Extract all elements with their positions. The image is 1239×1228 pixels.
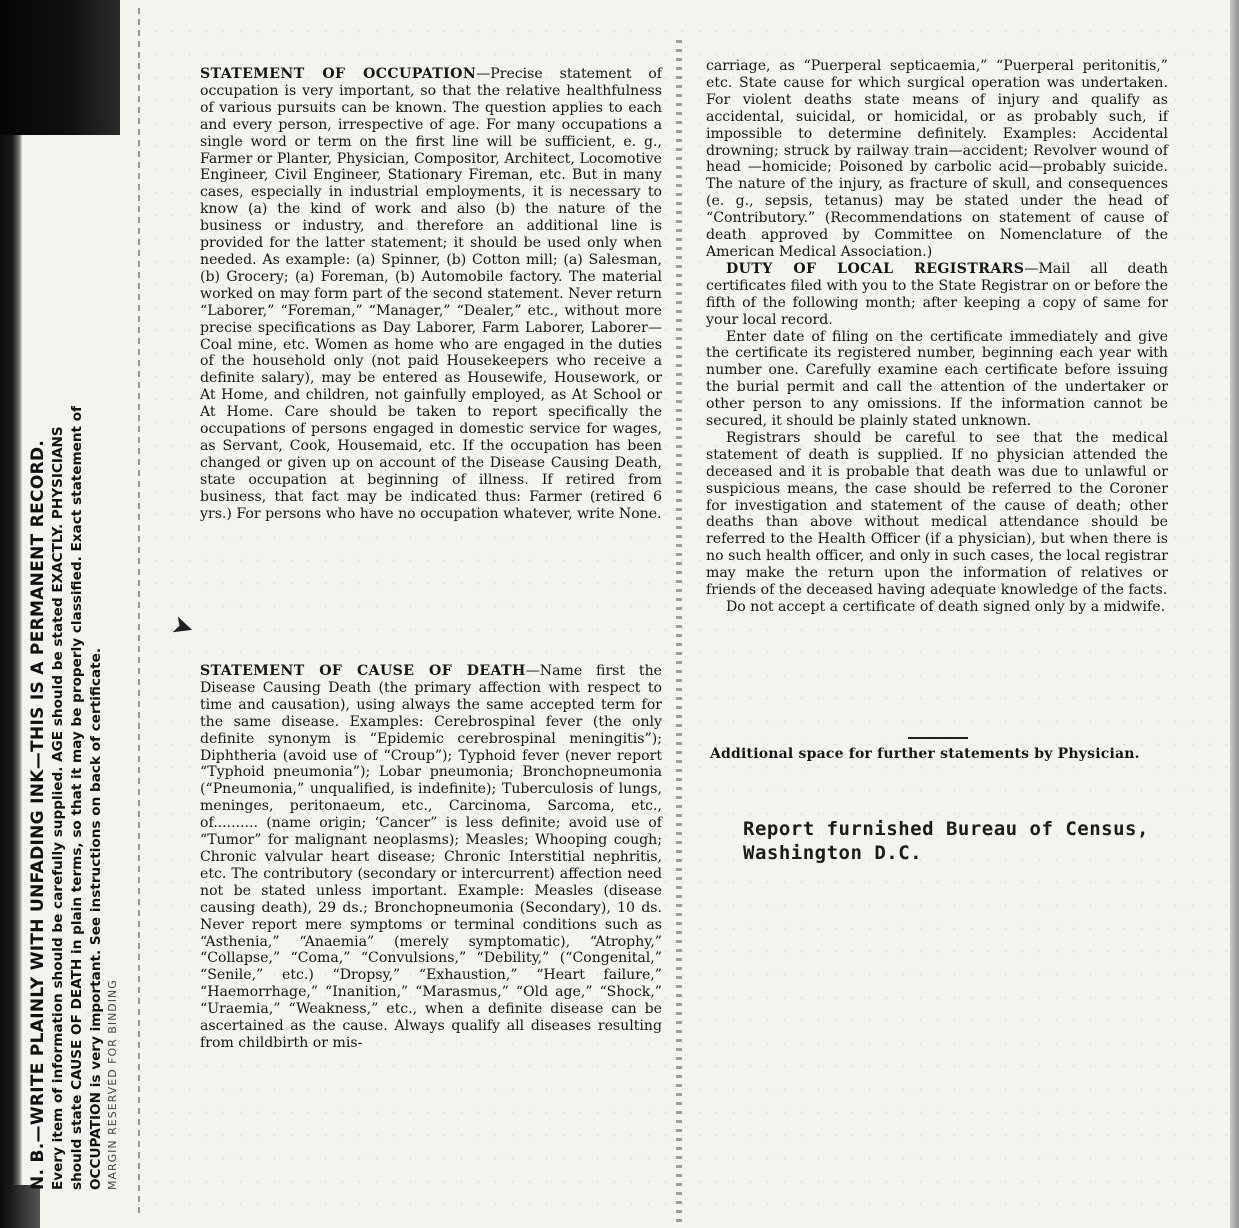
- cause-continued-text: carriage, as “Puerperal septicaemia,” “Puerperal peritonitis,” etc. State cause for which surgical operation was undertaken. For violent deaths state means of injury and qualify as accidental, suicidal, or homicidal, or as probably such, if impossible to determine definitely. Examples: Accidental drowning; struck by railway train—accident; Revolver wound of head —homicide; Poisoned by carbolic acid—probably suicide. The nature of the injury, as fracture of skull, and consequences (e. g., sepsis, tetanus) may be stated under the head of “Contributory.” (Recommendations on statement of cause of death approved by Committee on Nomenclature of the American Medical Association.): [706, 58, 1168, 260]
- registrars-text-2: Enter date of filing on the certificate immediately and give the certificate its registered number, beginning each year with number one. Carefully examine each certificate before issuing the burial permit and call the attention of the undertaker or other person to any omissions. If the information cannot be secured, it should be plainly stated unknown.: [706, 328, 1168, 430]
- cause-text: —Name first the Disease Causing Death (the primary affection with respect to time and causation), using always the same accepted term for the same disease. Examples: Cerebrospinal fever (the only definite synonym is “Epidemic cerebrospinal meningitis”); Diphtheria (avoid use of “Croup”); Typhoid fever (never report “Typhoid pneumonia”); Lobar pneumonia; Bronchopneumonia (“Pneumonia,” unqualified, is indefinite); Tuberculosis of lungs, meninges, peritonaeum, etc., Carcinoma, Sarcoma, etc., of.......... (name origin; ‘Cancer” is less definite; avoid use of “Tumor” for malignant neoplasms); Measles; Whooping cough; Chronic valvular heart disease; Chronic Interstitial nephritis, etc. The contributory (secondary or intercurrent) affection need not be stated unless important. Example: Measles (disease causing death), 29 ds.; Bronchopneumonia (Secondary), 10 ds. Never report mere symptoms or terminal conditions such as “Asthenia,” “Anaemia” (merely symptomatic), “Atrophy,” “Collapse,” “Coma,” “Convulsions,” “Debility,” (“Congenital,” “Senile,” etc.) “Dropsy,” “Exhaustion,” “Heart failure,” “Haemorrhage,” “Inanition,” “Marasmus,” “Old age,” “Shock,” “Uraemia,” “Weakness,” etc., when a definite disease can be ascertained as the cause. Always qualify all diseases resulting from childbirth or mis-: [200, 663, 662, 1051]
- dark-corner-top: [0, 0, 120, 135]
- cause-instruction: should state CAUSE OF DEATH in plain terms, so that it may be properly classified. Exact statement of: [69, 405, 85, 1190]
- permanent-record-notice: N. B.—WRITE PLAINLY WITH UNFADING INK—THIS IS A PERMANENT RECORD.: [28, 439, 48, 1190]
- additional-space-label: Additional space for further statements by Physician.: [710, 746, 1140, 762]
- typed-note-line-2: Washington D.C.: [743, 842, 923, 864]
- age-instruction: Every item of information should be carefully supplied. AGE should be stated EXACTLY. PHYSICIANS: [50, 426, 66, 1190]
- registrars-text-4: Do not accept a certificate of death signed only by a midwife.: [726, 599, 1166, 615]
- section-divider: [908, 737, 968, 739]
- right-edge-shadow: [1230, 0, 1239, 1228]
- typed-note-line-1: Report furnished Bureau of Census,: [743, 818, 1149, 840]
- typed-note: [743, 817, 1183, 865]
- dark-corner-bottom: [0, 1185, 40, 1228]
- cause-of-death-section: [200, 663, 662, 1052]
- registrars-heading: DUTY OF LOCAL REGISTRARS: [726, 260, 1025, 277]
- right-column: [706, 58, 1168, 616]
- occupation-heading: STATEMENT OF OCCUPATION: [200, 66, 477, 82]
- cause-heading: STATEMENT OF CAUSE OF DEATH: [200, 663, 526, 679]
- registrars-text-3: Registrars should be careful to see that the medical statement of death is supplied. If no physician attended the deceased and it is probable that death was due to unlawful or suspicious means, the case should be referred to the Coroner for investigation and statement of the cause of death; other deaths than above without medical attendance should be referred to the Health Officer (if a physician), but when there is no such health officer, and only in such cases, the local registrar may make the return upon the information of relatives or friends of the deceased having adequate knowledge of the facts.: [706, 429, 1168, 599]
- arrow-mark-icon: ➤: [167, 609, 198, 645]
- binding-margin-label: MARGIN RESERVED FOR BINDING: [106, 979, 119, 1190]
- occupation-section: [200, 66, 662, 522]
- occupation-text: —Precise statement of occupation is very important, so that the relative healthfulness of various pursuits can be known. The question applies to each and every person, irrespective of age. For many occupations a single word or term on the first line will be sufficient, e. g., Farmer or Planter, Physician, Compositor, Architect, Locomotive Engineer, Civil Engineer, Stationary Fireman, etc. But in many cases, especially in industrial employments, it is necessary to know (a) the kind of work and also (b) the nature of the business or industry, and therefore an additional line is provided for the latter statement; it should be used only when needed. As example: (a) Spinner, (b) Cotton mill; (a) Salesman, (b) Grocery; (a) Foreman, (b) Automobile factory. The material worked on may form part of the second statement. Never return “Laborer,” “Foreman,” “Manager,” “Dealer,” etc., without more precise specifications as Day Laborer, Farm Laborer, Laborer—Coal mine, etc. Women as home who are engaged in the duties of the household only (not paid Housekeepers who receive a definite salary), may be entered as Housewife, Housework, or At Home, and children, not gainfully employed, as At School or At Home. Care should be taken to report specifically the occupations of persons engaged in domestic service for wages, as Servant, Cook, Housemaid, etc. If the occupation has been changed or given up on account of the Disease Causing Death, state occupation at beginning of illness. If retired from business, that fact may be indicated thus: Farmer (retired 6 yrs.) For persons who have no occupation whatever, write None.: [200, 66, 662, 522]
- torn-left-edge: [0, 0, 22, 1228]
- registrars-text-1: —Mail all death certificates filed with you to the State Registrar on or before the fifth of the following month; after keeping a copy of same for your local record.: [706, 260, 1169, 328]
- occupation-instruction: OCCUPATION is very important. See instructions on back of certificate.: [88, 647, 104, 1190]
- center-fold: [676, 40, 682, 1228]
- binding-margin-line: [138, 8, 140, 1218]
